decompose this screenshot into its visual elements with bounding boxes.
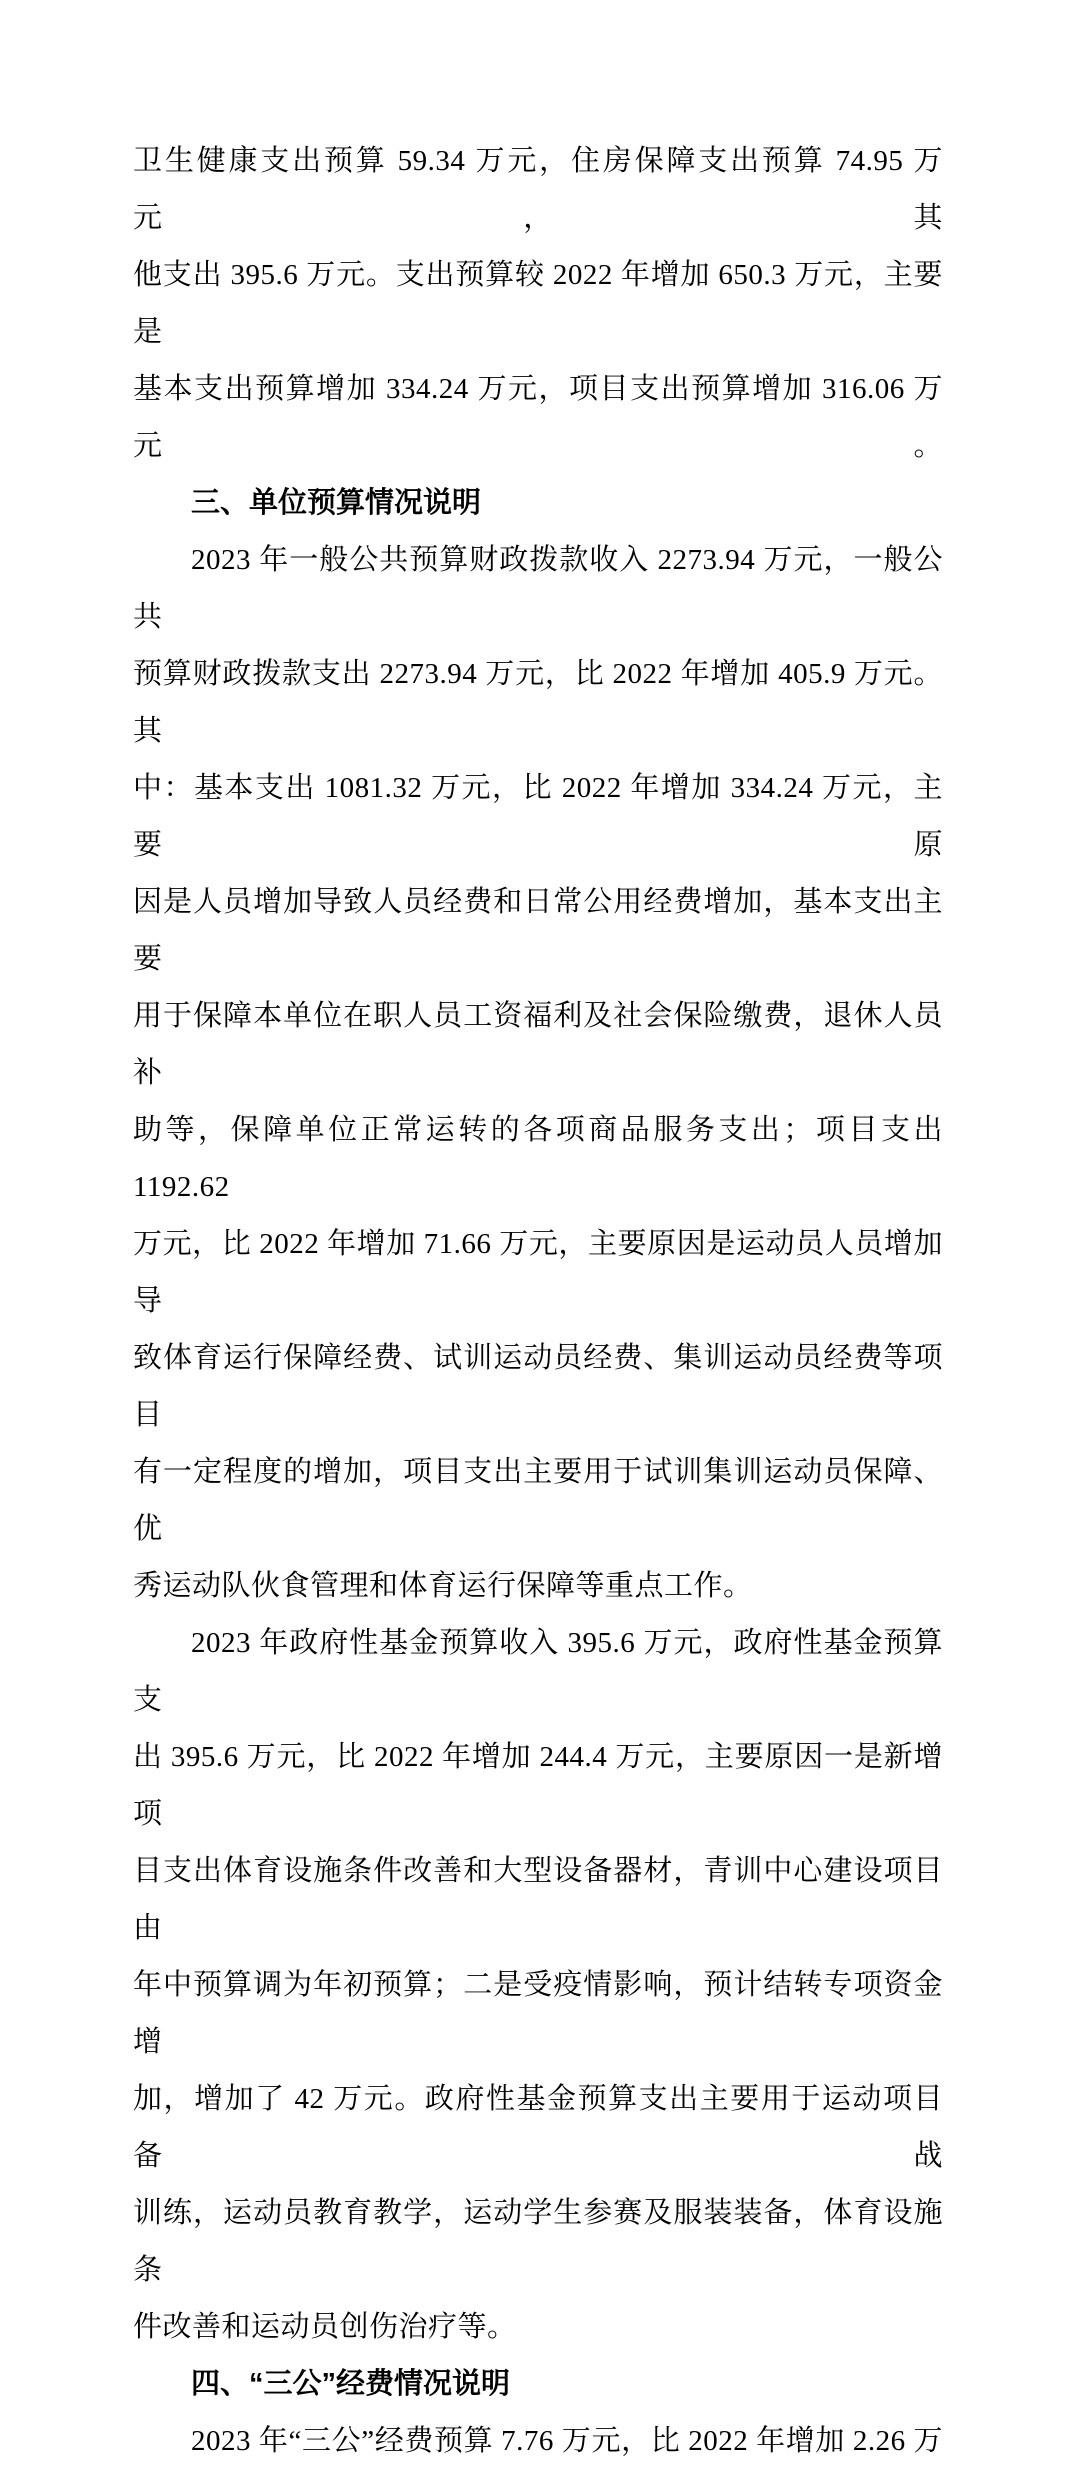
text-line: 件改善和运动员创伤治疗等。 [133, 2311, 517, 2343]
paragraph-government-fund-budget [133, 1615, 943, 2356]
paragraph-expenditure-budget-continued [133, 133, 943, 475]
text-line: 目支出体育设施条件改善和大型设备器材，青训中心建设项目由 [133, 1855, 943, 1944]
heading-section-4: 四、“三公”经费情况说明 [191, 2368, 511, 2400]
document-blocks [133, 133, 943, 2470]
text-line: 2023 年一般公共预算财政拨款收入 2273.94 万元，一般公共 [133, 544, 943, 633]
text-line: 用于保障本单位在职人员工资福利及社会保险缴费，退休人员补 [133, 1000, 943, 1089]
text-line: 他支出 395.6 万元。支出预算较 2022 年增加 650.3 万元，主要是 [133, 259, 943, 348]
heading-section-3: 三、单位预算情况说明 [191, 487, 482, 519]
text-line: 中：基本支出 1081.32 万元，比 2022 年增加 334.24 万元，主要原 [133, 772, 943, 861]
text-line: 训练，运动员教育教学，运动学生参赛及服装装备，体育设施条 [133, 2197, 943, 2286]
text-line: 因是人员增加导致人员经费和日常公用经费增加，基本支出主要 [133, 886, 943, 975]
text-line: 年中预算调为年初预算；二是受疫情影响，预计结转专项资金增 [133, 1969, 943, 2058]
paragraph-three-public-expenses [133, 2413, 943, 2470]
text-line: 致体育运行保障经费、试训运动员经费、集训运动员经费等项目 [133, 1342, 943, 1431]
text-line: 2023 年“三公”经费预算 7.76 万元，比 2022 年增加 2.26 万 [191, 2425, 943, 2457]
paragraph-general-public-budget [133, 532, 943, 1615]
text-line: 预算财政拨款支出 2273.94 万元，比 2022 年增加 405.9 万元。其 [133, 658, 943, 747]
text-line: 秀运动队伙食管理和体育运行保障等重点工作。 [133, 1570, 753, 1602]
text-line: 卫生健康支出预算 59.34 万元，住房保障支出预算 74.95 万元，其 [133, 145, 943, 234]
text-line: 万元，比 2022 年增加 71.66 万元，主要原因是运动员人员增加导 [133, 1228, 943, 1317]
text-line: 基本支出预算增加 334.24 万元，项目支出预算增加 316.06 万元。 [133, 373, 943, 462]
text-line: 助等，保障单位正常运转的各项商品服务支出；项目支出 1192.62 [133, 1114, 943, 1203]
text-line: 加，增加了 42 万元。政府性基金预算支出主要用于运动项目备战 [133, 2083, 943, 2172]
text-line: 出 395.6 万元，比 2022 年增加 244.4 万元，主要原因一是新增项 [133, 1741, 943, 1830]
text-line: 2023 年政府性基金预算收入 395.6 万元，政府性基金预算支 [133, 1627, 943, 1716]
text-line: 有一定程度的增加，项目支出主要用于试训集训运动员保障、优 [133, 1456, 943, 1545]
